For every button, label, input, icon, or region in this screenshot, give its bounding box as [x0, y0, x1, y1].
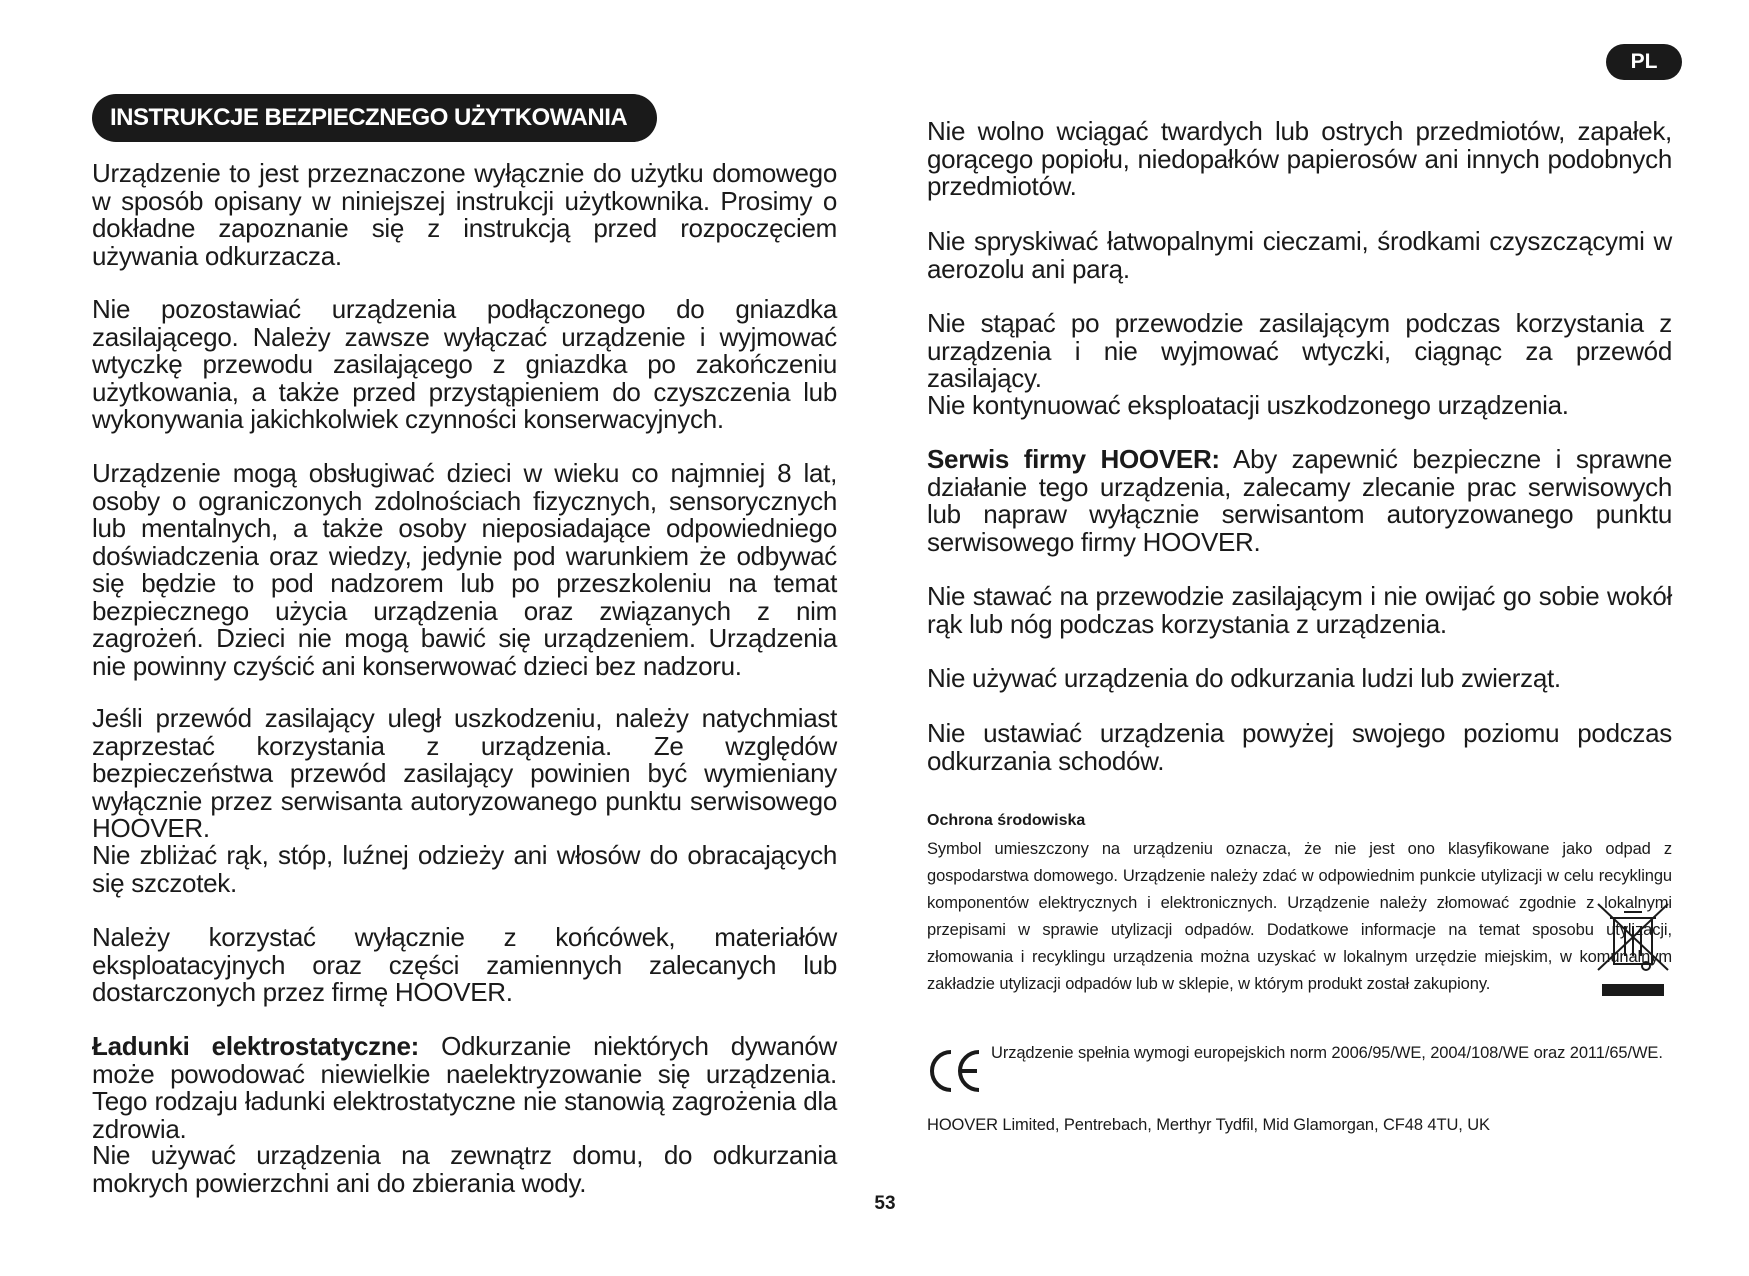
environment-heading: Ochrona środowiska	[927, 812, 1086, 829]
paragraph: Nie ustawiać urządzenia powyżej swojego poziomu podczas odkurzania schodów.	[927, 718, 1672, 776]
paragraph: Nie pozostawiać urządzenia podłączonego do gniazdka zasilającego. Należy zawsze wyłączać urządzenie i wyjmować wtyczkę przewodu zasilającego z gniazdka po zakończeniu użytkowania, a także przed przystąpieniem do czyszczenia lub wykonywania jakichkolwiek czynności konserwacyjnych.	[92, 294, 837, 434]
ce-mark-icon	[927, 1048, 983, 1094]
ce-text: Urządzenie spełnia wymogi europejskich norm 2006/95/WE, 2004/108/WE oraz 2011/65/WE.	[991, 1044, 1663, 1062]
paragraph: Serwis firmy HOOVER: Aby zapewnić bezpieczne i sprawne działanie tego urządzenia, zalecamy zlecanie prac serwisowych lub napraw wyłącznie serwisantom autoryzowanego punktu serwisowego firmy HOOVER.	[927, 444, 1672, 557]
paragraph: Nie zbliżać rąk, stóp, luźnej odzieży ani włosów do obracających się szczotek.	[92, 840, 837, 898]
paragraph: Nie stąpać po przewodzie zasilającym podczas korzystania z urządzenia i nie wyjmować wtyczki, ciągnąc za przewód zasilający.	[927, 308, 1672, 393]
paragraph: Jeśli przewód zasilający uległ uszkodzeniu, należy natychmiast zaprzestać korzystania z urządzenia. Ze względów bezpieczeństwa przewód zasilający powinien być wymieniany wyłącznie przez serwisanta autoryzowanego punktu serwisowego HOOVER.	[92, 703, 837, 843]
paragraph: Nie spryskiwać łatwopalnymi cieczami, środkami czyszczącymi w aerozolu ani parą.	[927, 226, 1672, 284]
paragraph: Nie wolno wciągać twardych lub ostrych przedmiotów, zapałek, gorącego popiołu, niedopałków papierosów ani innych podobnych przedmiotów.	[927, 116, 1672, 201]
paragraph: Nie kontynuować eksploatacji uszkodzonego urządzenia.	[927, 390, 1569, 420]
paragraph: Należy korzystać wyłącznie z końcówek, materiałów eksploatacyjnych oraz części zamiennych zalecanych lub dostarczonych przez firmę HOOVER.	[92, 922, 837, 1007]
language-badge: PL	[1606, 44, 1682, 80]
paragraph: Urządzenie mogą obsługiwać dzieci w wieku co najmniej 8 lat, osoby o ograniczonych zdolnościach fizycznych, sensorycznych lub mentalnych, a także osoby nieposiadające odpowiedniego doświadczenia oraz wiedzy, jedynie pod warunkiem że odbywać się będzie to pod nadzorem lub po przeszkoleniu na temat bezpiecznego użycia urządzenia oraz związanych z nim zagrożeń. Dzieci nie mogą bawić się urządzeniem. Urządzenia nie powinny czyścić ani konserwować dzieci bez nadzoru.	[92, 458, 837, 681]
paragraph: Nie używać urządzenia na zewnątrz domu, do odkurzania mokrych powierzchni ani do zbierania wody.	[92, 1140, 837, 1198]
environment-text: Symbol umieszczony na urządzeniu oznacza, że nie jest ono klasyfikowane jako odpad z gospodarstwa domowego. Urządzenie należy zdać w odpowiednim punkcie utylizacji w celu recyklingu komponentów elektrycznych i elektronicznych. Urządzenie należy złomować zgodnie z lokalnymi przepisami w sprawie utylizacji odpadów. Dodatkowe informacje na temat sposobu utylizacji, złomowania i recyklingu urządzenia można uzyskać w lokalnym urzędzie miejskim, w komunalnym zakładzie utylizacji odpadów lub w sklepie, w którym produkt został zakupiony.	[927, 840, 1672, 993]
page-number: 53	[874, 1193, 896, 1214]
address: HOOVER Limited, Pentrebach, Merthyr Tydfil, Mid Glamorgan, CF48 4TU, UK	[927, 1116, 1490, 1134]
paragraph: Nie używać urządzenia do odkurzania ludzi lub zwierząt.	[927, 663, 1561, 693]
section-title: INSTRUKCJE BEZPIECZNEGO UŻYTKOWANIA	[92, 94, 657, 142]
paragraph: Nie stawać na przewodzie zasilającym i nie owijać go sobie wokół rąk lub nóg podczas korzystania z urządzenia.	[927, 581, 1672, 639]
paragraph: Urządzenie to jest przeznaczone wyłącznie do użytku domowego w sposób opisany w niniejszej instrukcji użytkownika. Prosimy o dokładne zapoznanie się z instrukcją przed rozpoczęciem używania odkurzacza.	[92, 158, 837, 271]
paragraph: Ładunki elektrostatyczne: Odkurzanie niektórych dywanów może powodować niewielkie naelektryzowanie się urządzenia. Tego rodzaju ładunki elektrostatyczne nie stanowią zagrożenia dla zdrowia.	[92, 1031, 837, 1144]
